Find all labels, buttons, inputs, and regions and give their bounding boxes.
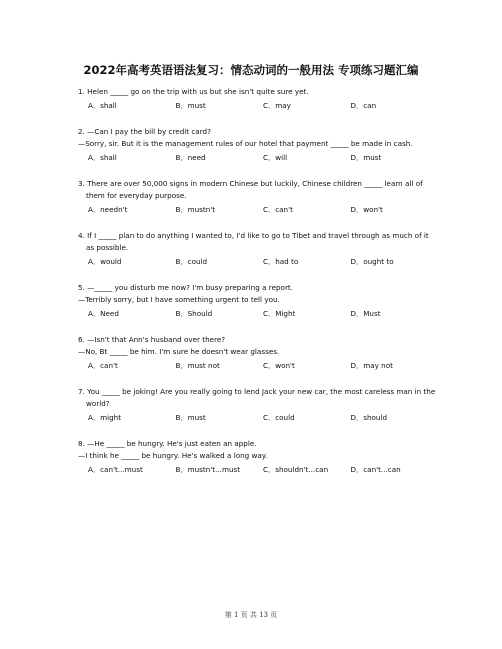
option-d: D．should — [350, 412, 388, 422]
option-a: A．Need — [88, 308, 119, 318]
options-row — [78, 100, 438, 113]
option-b: B．must — [175, 412, 206, 422]
question-list — [78, 86, 438, 490]
question-7 — [78, 386, 438, 425]
question-stem: 8. —He _____ be hungry. He's just eaten an apple. — [78, 438, 257, 448]
option-b: B．need — [175, 152, 206, 162]
option-d: D．can't...can — [350, 464, 401, 474]
question-8 — [78, 438, 438, 477]
option-c: C．won't — [263, 360, 295, 370]
option-c: C．can't — [263, 204, 293, 214]
option-b: B．Should — [175, 308, 213, 318]
question-4 — [78, 230, 438, 269]
question-dialogue-line: —Sorry, sir. But it is the management rules of our hotel that payment _____ be made in cash. — [78, 139, 413, 148]
option-b: B．mustn't...must — [175, 464, 241, 474]
question-stem: 5. —_____ you disturb me now? I'm busy preparing a report. — [78, 282, 294, 292]
question-stem-continued: as possible. — [86, 243, 129, 252]
question-stem: 1. Helen _____ go on the trip with us but she isn't quite sure yet. — [78, 87, 309, 96]
question-dialogue-line: —Terribly sorry, but I have something urgent to tell you. — [78, 295, 280, 304]
question-6 — [78, 334, 438, 373]
question-5 — [78, 282, 438, 321]
option-d: D．ought to — [350, 256, 394, 266]
option-d: D．won't — [350, 204, 383, 214]
question-3 — [78, 178, 438, 217]
option-d: D．Must — [350, 308, 381, 318]
question-stem: 3. There are over 50,000 signs in modern Chinese but luckily, Chinese children _____ learn all of — [78, 178, 423, 188]
option-a: A．would — [88, 256, 122, 266]
question-stem-continued: world? — [86, 399, 110, 408]
options-row — [78, 204, 438, 217]
option-c: C．Might — [263, 308, 296, 318]
option-a: A．needn't — [88, 204, 128, 214]
option-d: D．must — [350, 152, 382, 162]
option-b: B．must not — [175, 360, 220, 370]
option-a: A．might — [88, 412, 122, 422]
option-a: A．can't — [88, 360, 118, 370]
options-row — [78, 412, 438, 425]
options-row — [78, 464, 438, 477]
options-row — [78, 152, 438, 165]
option-b: B．could — [175, 256, 208, 266]
question-stem: 2. —Can I pay the bill by credit card? — [78, 126, 211, 136]
option-c: C．shouldn't...can — [263, 464, 329, 474]
question-2 — [78, 126, 438, 165]
option-b: B．mustn't — [175, 204, 216, 214]
page-title: 2022年高考英语语法复习：情态动词的一般用法 专项练习题汇编 — [83, 63, 419, 77]
question-dialogue-line: —No, Bt _____ be him. I'm sure he doesn't wear glasses. — [78, 347, 280, 356]
page-number-footer: 第 1 页 共 13 页 — [224, 611, 278, 619]
question-stem-continued: them for everyday purpose. — [86, 191, 187, 200]
question-stem: 4. If I _____ plan to do anything I wanted to, I'd like to go to Tibet and travel through as much of it — [78, 230, 429, 240]
option-a: A．can't...must — [88, 464, 143, 474]
option-a: A．shall — [88, 100, 117, 110]
option-b: B．must — [175, 100, 206, 110]
option-d: D．may not — [350, 360, 393, 370]
options-row — [78, 256, 438, 269]
question-1 — [78, 86, 438, 112]
question-stem: 6. —Isn't that Ann's husband over there? — [78, 334, 226, 344]
option-a: A．shall — [88, 152, 117, 162]
option-c: C．could — [263, 412, 295, 422]
option-c: C．will — [263, 152, 288, 162]
option-c: C．had to — [263, 256, 299, 266]
option-c: C．may — [263, 100, 291, 110]
options-row — [78, 308, 438, 321]
question-dialogue-line: —I think he _____ be hungry. He's walked a long way. — [78, 451, 268, 460]
options-row — [78, 360, 438, 373]
option-d: D．can — [350, 100, 377, 110]
question-stem: 7. You _____ be joking! Are you really going to lend Jack your new car, the most careless man in the — [78, 386, 436, 396]
